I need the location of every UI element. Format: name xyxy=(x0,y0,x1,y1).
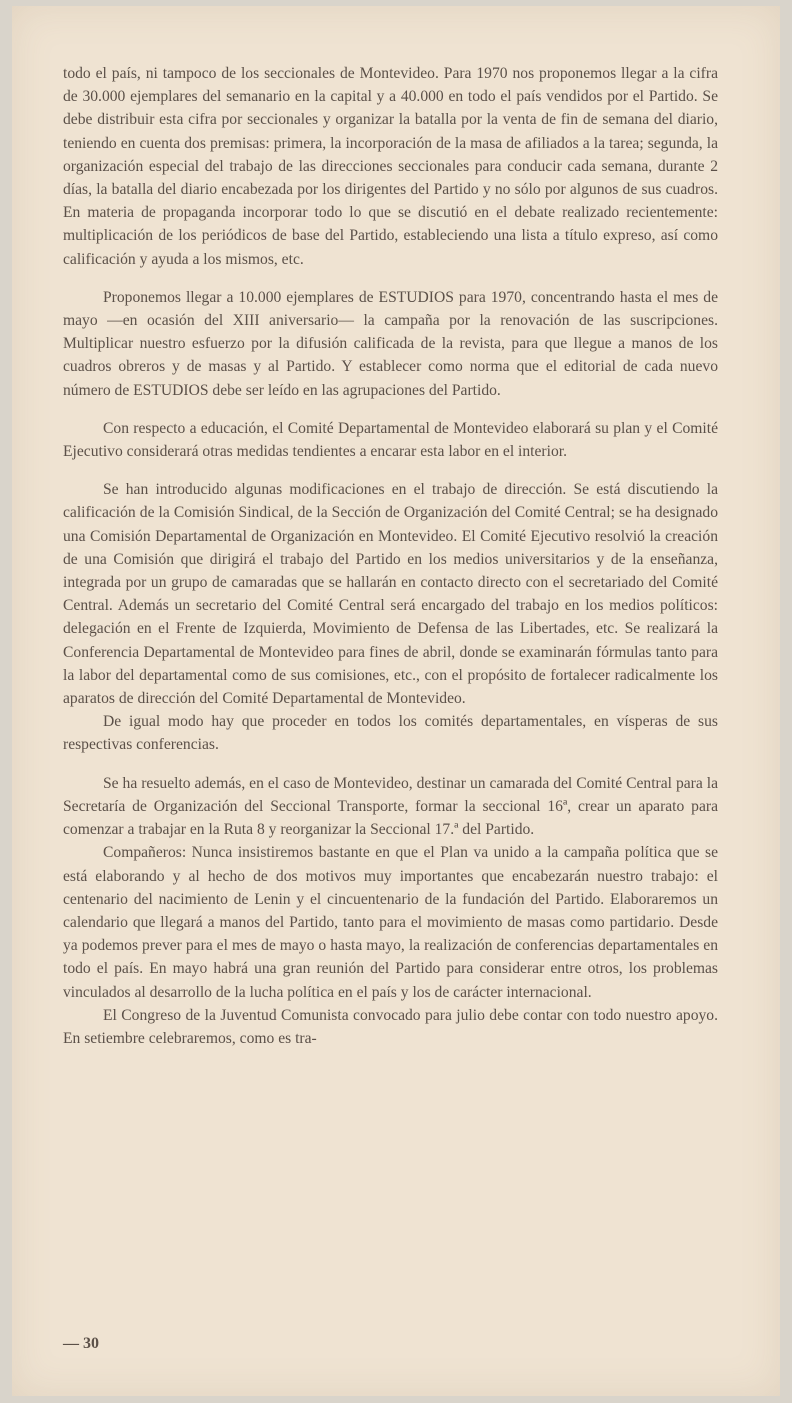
paragraph-5: De igual modo hay que proceder en todos los comités departamentales, en vísperas de sus respectivas conferencias. xyxy=(63,713,718,754)
page-number: — 30 xyxy=(63,1335,99,1352)
document-page xyxy=(12,6,780,1396)
paragraph-4: Se han introducido algunas modificaciones en el trabajo de dirección. Se está discutiendo la calificación de la Comisión Sindical, de la Sección de Organización del Comité Central; se ha designado una Comisión Departamental de Organización en Montevideo. El Comité Ejecutivo resolvió la creación de una Comisión que dirigirá el trabajo del Partido en los medios universitarios y de la enseñanza, integrada por un grupo de camaradas que se hallarán en contacto directo con el secretariado del Comité Central. Además un secretario del Comité Central será encargado del trabajo en los medios políticos: delegación en el Frente de Izquierda, Movimiento de Defensa de las Libertades, etc. Se realizará la Conferencia Departamental de Montevideo para fines de abril, donde se examinarán fórmulas tanto para la labor del departamental como de sus comisiones, etc., con el propósito de fortalecer radicalmente los aparatos de dirección del Comité Departamental de Montevideo. xyxy=(63,481,718,708)
paragraph-8: El Congreso de la Juventud Comunista convocado para julio debe contar con todo nuestro apoyo. En setiembre celebraremos, como es tra- xyxy=(63,1006,718,1047)
paragraph-3: Con respecto a educación, el Comité Departamental de Montevideo elaborará su plan y el Comité Ejecutivo considerará otras medidas tendientes a encarar esta labor en el interior. xyxy=(63,419,718,461)
paragraph-6: Se ha resuelto además, en el caso de Montevideo, destinar un camarada del Comité Central para la Secretaría de Organización del Seccional Transporte, formar la seccional 16ª, crear un aparato para comenzar a trabajar en la Ruta 8 y reorganizar la Seccional 17.ª del Partido. xyxy=(63,774,718,839)
paragraph-7: Compañeros: Nunca insistiremos bastante en que el Plan va unido a la campaña política que se está elaborando y al hecho de dos motivos muy importantes que encabezarán nuestro trabajo: el centenario del nacimiento de Lenin y el cincuentenario de la fundación del Partido. Elaboraremos un calendario que llegará a manos del Partido, tanto para el movimiento de masas como partidario. Desde ya podemos prever para el mes de mayo o hasta mayo, la realización de conferencias departamentales en todo el país. En mayo habrá una gran reunión del Partido para considerar entre otros, los problemas vinculados al desarrollo de la lucha política en el país y los de carácter internacional. xyxy=(63,844,718,1001)
body-text xyxy=(63,62,718,1050)
paragraph-2: Proponemos llegar a 10.000 ejemplares de ESTUDIOS para 1970, concentrando hasta el mes de mayo —en ocasión del XIII aniversario— la campaña por la renovación de las suscripciones. Multiplicar nuestro esfuerzo por la difusión calificada de la revista, para que llegue a manos de los cuadros obreros y de masas y al Partido. Y establecer como norma que el editorial de cada nuevo número de ESTUDIOS debe ser leído en las agrupaciones del Partido. xyxy=(63,288,718,399)
paragraph-1: todo el país, ni tampoco de los seccionales de Montevideo. Para 1970 nos proponemos llegar a la cifra de 30.000 ejemplares del semanario en la capital y a 40.000 en todo el país vendidos por el Partido. Se debe distribuir esta cifra por seccionales y organizar la batalla por la venta de fin de semana del diario, teniendo en cuenta dos premisas: primera, la incorporación de la masa de afiliados a la tarea; segunda, la organización especial del trabajo de las direcciones seccionales para conducir cada semana, durante 2 días, la batalla del diario encabezada por los dirigentes del Partido y no sólo por algunos de sus cuadros. En materia de propaganda incorporar todo lo que se discutió en el debate realizado recientemente: multiplicación de los periódicos de base del Partido, estableciendo una lista a título expreso, así como calificación y ayuda a los mismos, etc. xyxy=(63,65,718,268)
